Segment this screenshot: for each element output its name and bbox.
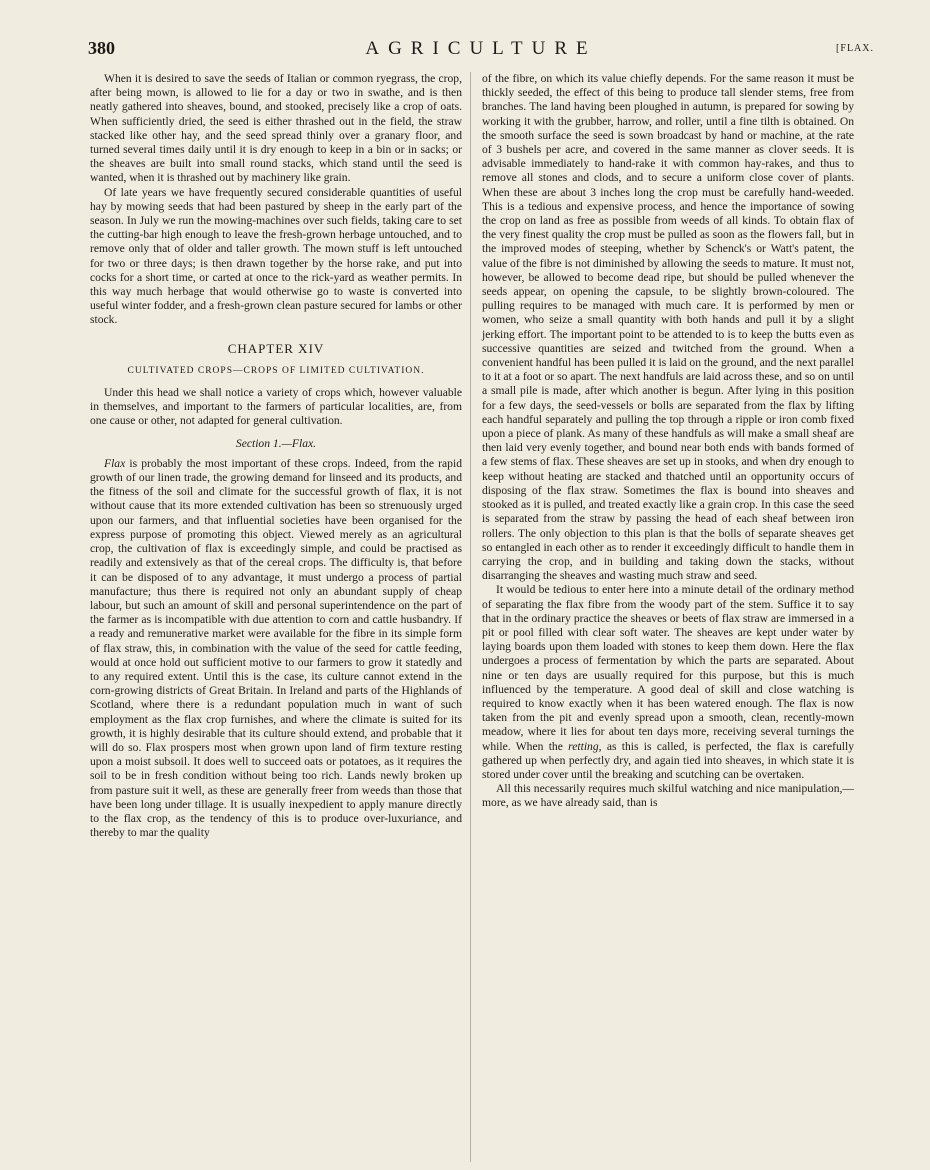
paragraph: All this necessarily requires much skilful watching and nice manipulation,—more, as we have already said, than is: [482, 782, 854, 810]
paragraph-text: , as this is called, is perfected, the flax is carefully gathered up when perfectly dry, and again tied into sheaves, in which state it is stored under cover until the breaking and scutching can be overtaken.: [482, 739, 854, 781]
paragraph: Under this head we shall notice a variety of crops which, however valuable in themselves, and important to the farmers of particular localities, are, from one cause or other, not adapted for general cultivation.: [90, 386, 462, 428]
paragraph-text: It would be tedious to enter here into a minute detail of the ordinary method of separating the flax fibre from the woody part of the stem. Suffice it to say that in the ordinary practice the sheaves or beets of flax straw are immersed in a pit or pool filled with clear soft water. The sheaves are kept under water by laying boards upon them loaded with stones to keep them down. Here the flax undergoes a process of fermentation by which the parts are separated. About nine or ten days are usually required for this purpose, but this is much influenced by the temperature. A good deal of skill and close watching is required to know exactly when it has been watered enough. The flax is now taken from the pit and evenly spread upon a smooth, clean, recently-mown meadow, where it lies for about ten days more, receiving several turnings the while. When the: [482, 583, 854, 753]
lead-word: Flax: [104, 456, 126, 470]
page-header: [88, 38, 874, 64]
paragraph-text: is probably the most important of these crops. Indeed, from the rapid growth of our linen trade, the growing demand for linseed and its products, and the fitness of the soil and climate for the successful growth of flax, it is not without cause that its more extended cultivation has been so strenuously urged upon our farmers, and that influential societies have been organised for the express purpose of promoting this object. Viewed merely as an agricultural crop, the cultivation of flax is exceedingly simple, and could be practised as readily and extensively as that of the cereal crops. The difficulty is, that before it can be disposed of to any advantage, it must undergo a process of partial manufacture; thus there is required not only an abundant supply of cheap labour, but such an amount of skill and personal superintendence on the part of the farmer as is incompatible with due attention to corn and cattle husbandry. If a ready and remunerative market were available for the fibre in its simple form of flax straw, this, in combination with the value of the seed for cattle feeding, would at once hold out sufficient motive to our farmers to grow it statedly and to any required extent. Until this is the case, its culture cannot extend in the corn-growing districts of Great Britain. In Ireland and parts of the Highlands of Scotland, where there is a redundant population much in want of such employment as the flax crop furnishes, and where the climate is suited for its growth, it is highly desirable that its culture should extend, and probable that it will do so. Flax prospers most when grown upon land of firm texture resting upon a moist subsoil. It does well to succeed oats or potatoes, as it requires the soil to be in fresh condition without being too rich. Lands newly broken up from pasture suit it well, as these are generally freer from weeds than those that have been long under tillage. It is usually inexpedient to apply manure directly to the flax crop, as the tendency of this is to produce over-luxuriance, and thereby to mar the quality: [90, 456, 462, 840]
paragraph: [482, 583, 854, 782]
running-title: AGRICULTURE: [365, 38, 597, 59]
paragraph: [90, 457, 462, 840]
paragraph: of the fibre, on which its value chiefly depends. For the same reason it must be thickly seeded, the effect of this being to produce tall slender stems, free from branches. The land having been ploughed in autumn, is prepared for sowing by working it with the grubber, harrow, and roller, until a fine tilth is obtained. On the smooth surface the seed is sown broadcast by hand or machine, at the rate of 3 bushels per acre, and covered in the same manner as clover seeds. It is advisable immediately to hand-rake it with common hay-rakes, and thus to remove all stones and clods, and to secure a uniform close cover of plants. When these are about 3 inches long the crop must be carefully hand-weeded. This is a tedious and expensive process, and hence the importance of sowing the crop on land as free as possible from weeds of all kinds. To obtain flax of the very finest quality the crop must be pulled as soon as the flowers fall, but in the improved modes of steeping, whether by Schenck's or Watt's patent, the value of the fibre is not diminished by allowing the seeds to mature. It must not, however, be allowed to become dead ripe, but should be pulled whenever the seeds appear, on opening the capsule, to be slightly brown-coloured. The pulling requires to be managed with much care. It is performed by men or women, who seize a small quantity with both hands and pull it by a slight jerking effort. The important point to be attended to is to keep the butts even as successive quantities are seized and twitched from the ground. When a convenient handful has been pulled it is laid on the ground, and the next parallel to it at a foot or so apart. The next handfuls are laid across these, and so on until a small pile is made, after which another is begun. After lying in this position for a few days, the seed-vessels or bolls are separated from the flax by lifting each handful separately and pulling the top through a ripple or iron comb fixed upon a piece of plank. As many of these handfuls as will make a small sheaf are then laid very evenly together, and bound near both ends with bands formed of a few stems of flax. These sheaves are set up in stooks, and when dry enough to keep without heating are stacked and thatched until an opportunity occurs of disposing of the flax straw. Sometimes the flax is bound into sheaves and stooked as it is pulled, and treated exactly like a grain crop. In this case the seed is separated from the straw by passing the head of each sheaf between iron rollers. The only objection to this plan is that the bolls of separate sheaves get so entangled in each other as to render it exceedingly difficult to handle them in carrying the crop, and in building and taking down the stacks, without disarranging the sheaves and wasting much straw and seed.: [482, 72, 854, 583]
page-number: 380: [88, 38, 115, 58]
right-column: [482, 72, 854, 811]
paragraph: Of late years we have frequently secured considerable quantities of useful hay by mowing seeds that had been pastured by sheep in the early part of the season. In July we run the mowing-machines over such fields, taking care to set the cutting-bar high enough to leave the fresh-grown herbage untouched, and to remove only that of older and taller growth. The mown stuff is left untouched for two or three days; is then drawn together by the horse rake, and put into cocks for a short time, or carted at once to the rick-yard as weather permits. In this way much herbage that would otherwise go to waste is converted into useful winter fodder, and a fresh-grown clean pasture secured for lambs or other stock.: [90, 185, 463, 327]
section-heading: Section 1.—Flax.: [235, 436, 317, 450]
column-divider: [470, 72, 471, 1162]
chapter-heading: CHAPTER XIV: [227, 340, 325, 356]
section-mark: [FLAX.: [836, 43, 874, 54]
chapter-subheading: CULTIVATED CROPS—CROPS OF LIMITED CULTIVATION.: [127, 365, 425, 376]
italic-term: retting: [568, 739, 599, 753]
left-column: [90, 72, 462, 840]
paragraph: When it is desired to save the seeds of Italian or common ryegrass, the crop, after being mown, is allowed to lie for a day or two in swathe, and is then neatly gathered into sheaves, bound, and stooked, precisely like a crop of oats. When sufficiently dried, the seed is either thrashed out in the field, the straw stacked like other hay, and the seed spread thinly over a granary floor, and turned several times daily until it is dry enough to keep in a bin or in sacks; or the sheaves are built into small round stacks, which stand until the seed is wanted, when it is thrashed out by machinery like grain.: [90, 72, 462, 185]
